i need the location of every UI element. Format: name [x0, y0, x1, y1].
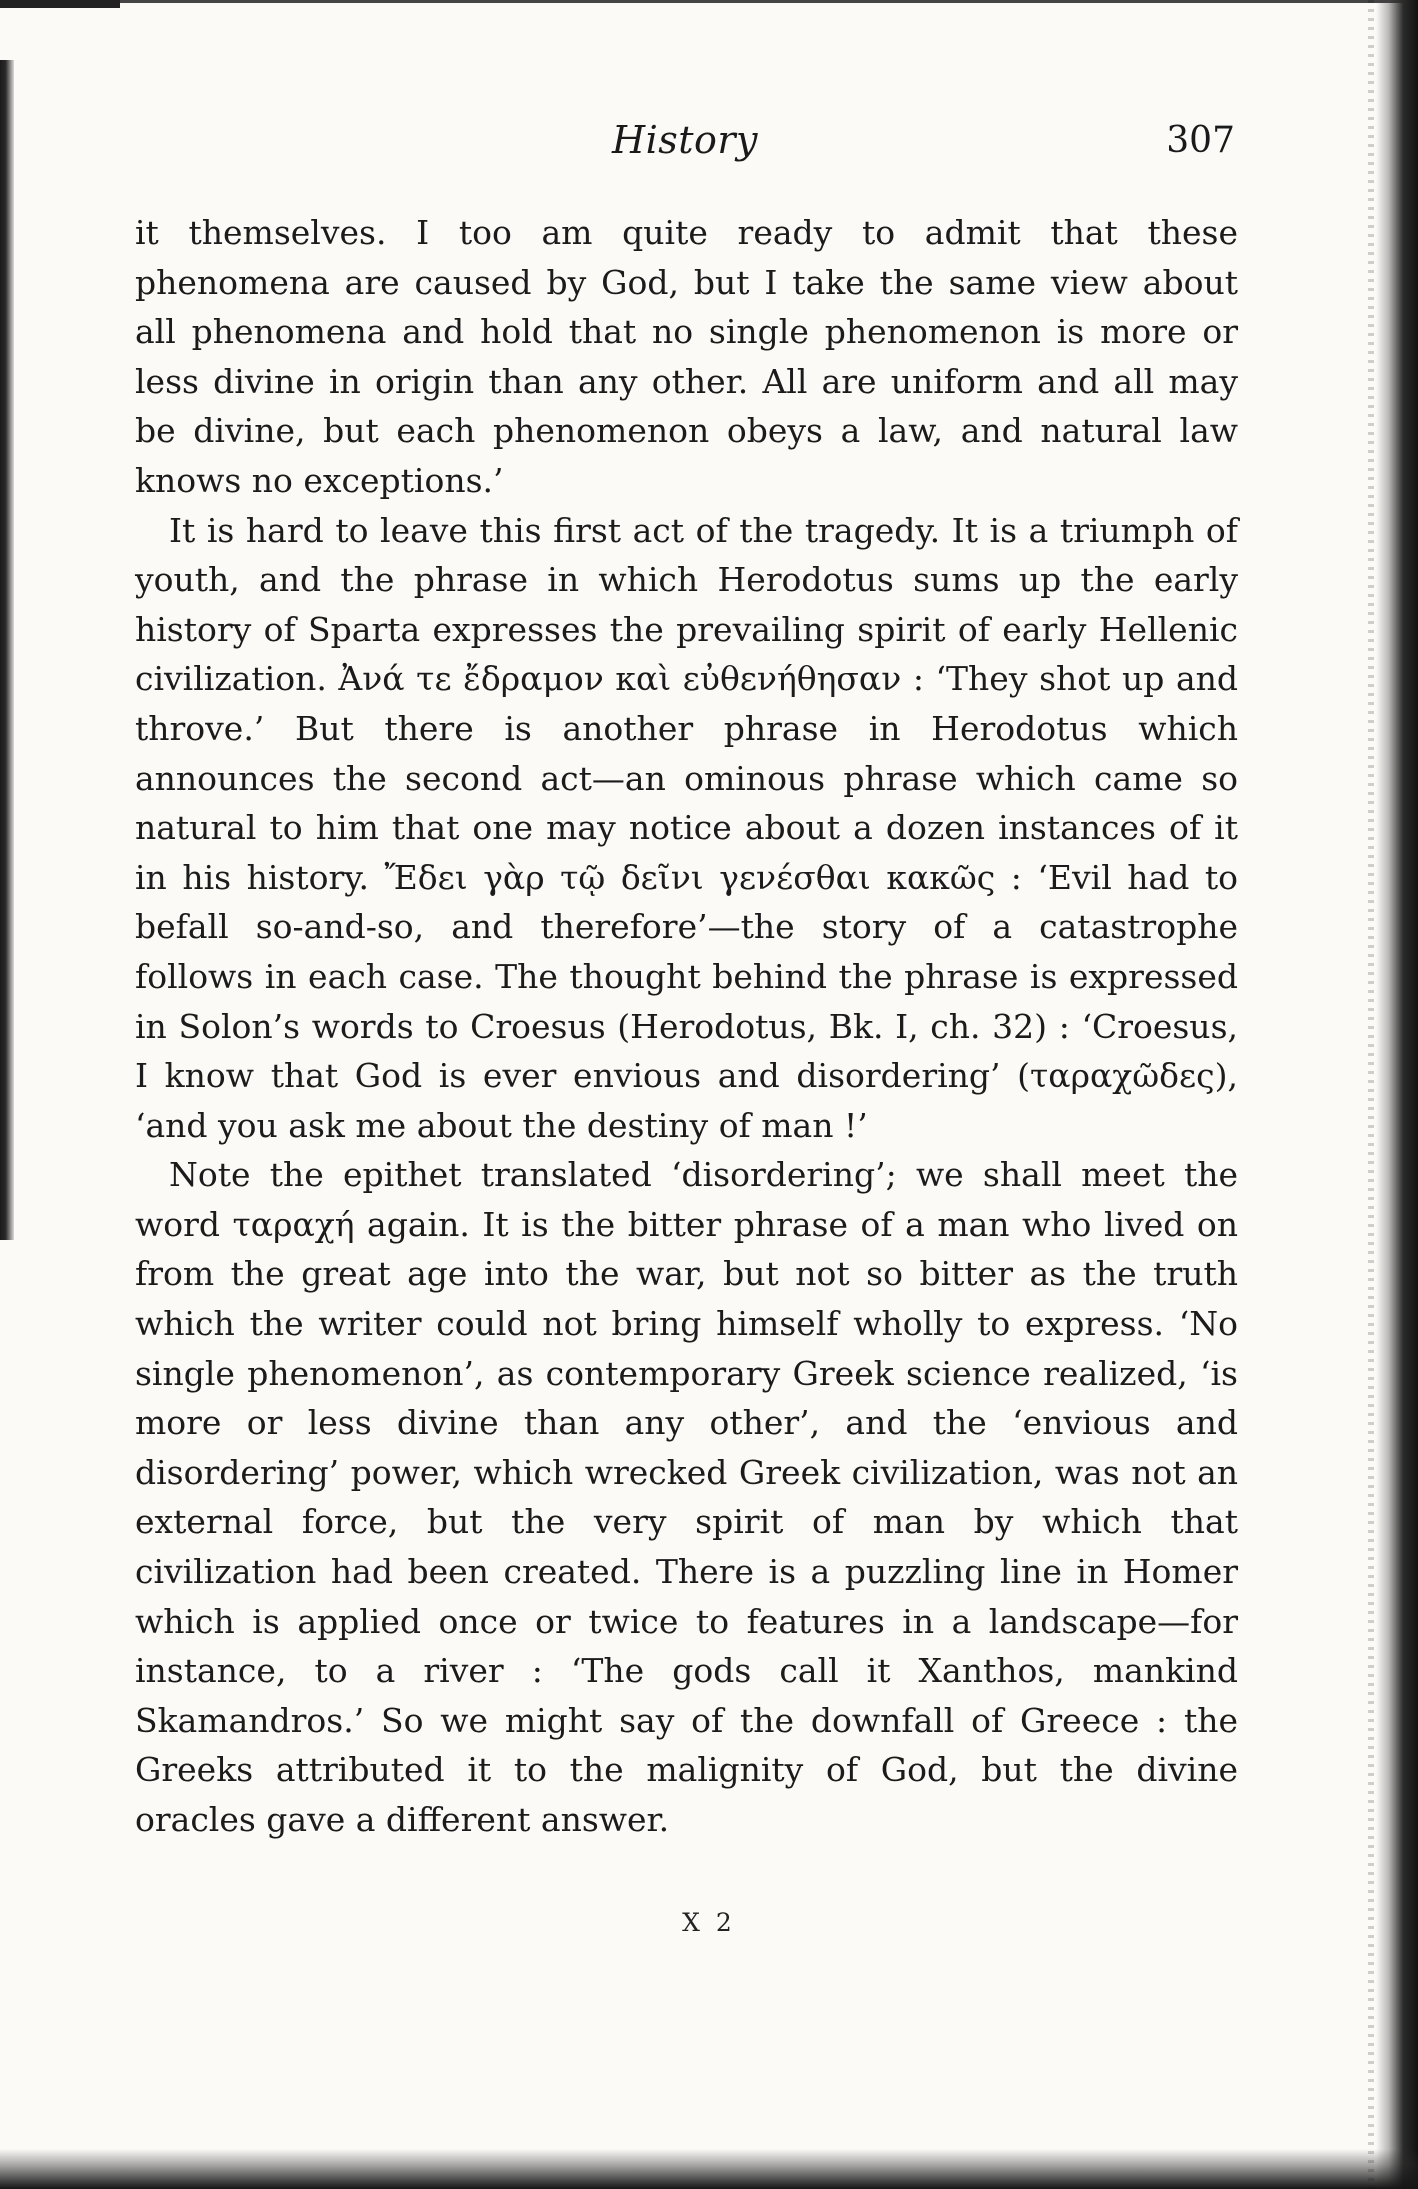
- paragraph-1: it themselves. I too am quite ready to admit that these phenomena are caused by God, but I take the same view about all phenomena and hold that no single phenomenon is more or less divine in origin than any other. All are uniform and all may be divine, but each phenomenon obeys a law, and natural law knows no exceptions.’: [135, 213, 1238, 500]
- scan-edge-left: [0, 60, 14, 1240]
- paragraph-2: It is hard to leave this first act of the tragedy. It is a triumph of youth, and the phrase in which Herodotus sums up the early history of Sparta expresses the prevailing spirit of early Hellenic civilization. Ἀνά τε ἔδραμον καὶ εὐθενήθησαν : ‘They shot up and throve.’ But there is another phrase in Herodotus which announces the second act—an ominous phrase which came so natural to him that one may notice about a dozen instances of it in his history. Ἔδει γὰρ τῷ δεῖνι γενέσθαι κακῶς : ‘Evil had to befall so-and-so, and therefore’—the story of a catastrophe follows in each case. The thought behind the phrase is expressed in Solon’s words to Croesus (Herodotus, Bk. I, ch. 32) : ‘Croesus, I know that God is ever envious and disordering’ (ταραχῶδες), ‘and you ask me about the destiny of man !’: [135, 510, 1238, 1145]
- scan-edge-top: [0, 0, 1418, 3]
- running-title: History: [611, 118, 759, 162]
- paragraph-3: Note the epithet translated ‘disordering’; we shall meet the word ταραχή again. It is the bitter phrase of a man who lived on from the great age into the war, but not so bitter as the truth which the writer could not bring himself wholly to express. ‘No single phenomenon’, as contemporary Greek science realized, ‘is more or less divine than any other’, and the ‘envious and disordering’ power, which wrecked Greek civilization, was not an external force, but the very spirit of man by which that civilization had been created. There is a puzzling line in Homer which is applied once or twice to features in a landscape—for instance, to a river : ‘The gods call it Xanthos, mankind Skamandros.’ So we might say of the downfall of Greece : the Greeks attributed it to the malignity of God, but the divine oracles gave a different answer.: [135, 1155, 1238, 1839]
- scan-edge-bottom: [0, 2149, 1418, 2189]
- body-text: [135, 208, 1238, 1845]
- scan-edge-corner: [0, 0, 120, 8]
- running-header: [135, 118, 1235, 178]
- scan-page-stack-lines: [1368, 0, 1374, 2189]
- signature-mark: X 2: [682, 1908, 736, 1937]
- page-number: 307: [1166, 120, 1235, 161]
- scan-edge-right: [1376, 0, 1418, 2189]
